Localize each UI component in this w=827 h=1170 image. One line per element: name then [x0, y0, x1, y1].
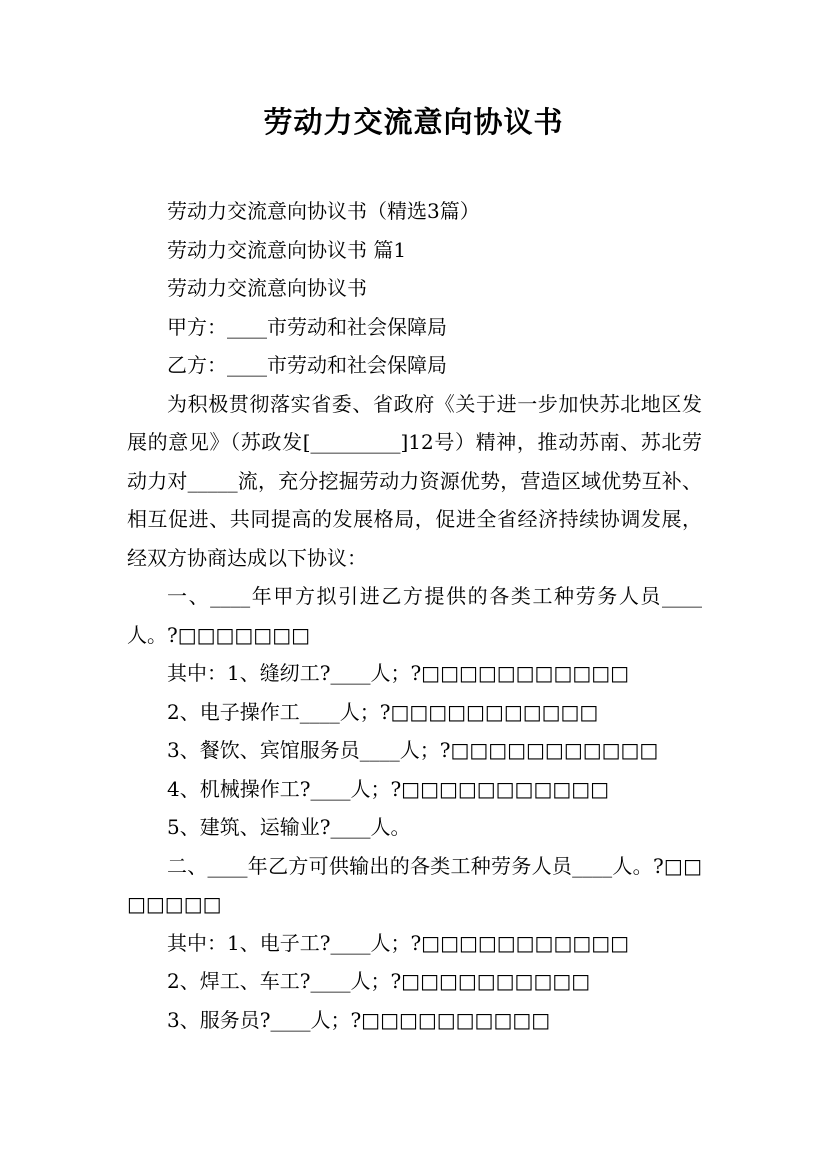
- party-b: 乙方：____市劳动和社会保障局: [167, 353, 447, 377]
- clause-two-item-3: 3、服务员?____人；?□□□□□□□□□□: [167, 1007, 551, 1032]
- clause-one-item-2: 2、电子操作工____人；?□□□□□□□□□□□: [167, 699, 599, 724]
- clause-two: 二、____年乙方可供输出的各类工种劳务人员____人。?□□□□□□□: [127, 853, 702, 916]
- clause-two-item-2: 2、焊工、车工?____人；?□□□□□□□□□□: [167, 969, 591, 993]
- clause-one: 一、____年甲方拟引进乙方提供的各类工种劳务人员____人。?□□□□□□□: [127, 584, 702, 647]
- clause-two-item-1: 其中：1、电子工?____人；?□□□□□□□□□□□: [167, 930, 630, 955]
- subtitle-paragraph: 劳动力交流意向协议书（精选3篇）: [167, 199, 480, 223]
- clause-one-item-4: 4、机械操作工?____人；?□□□□□□□□□□□: [167, 776, 610, 801]
- agreement-name: 劳动力交流意向协议书: [167, 276, 367, 300]
- preamble-paragraph: 为积极贯彻落实省委、省政府《关于进一步加快苏北地区发展的意见》（苏政发[_________]12号）精神，推动苏南、苏北劳动力对_____流，充分挖掘劳动力资源优势，营造区域优势互补、相互促进、共同提高的发展格局，促进全省经济持续协调发展，经双方协商达成以下协议：: [127, 391, 702, 570]
- party-a: 甲方：____市劳动和社会保障局: [167, 314, 447, 339]
- section-heading: 劳动力交流意向协议书 篇1: [167, 237, 407, 262]
- clause-one-item-1: 其中：1、缝纫工?____人；?□□□□□□□□□□□: [167, 661, 630, 685]
- document-body: [127, 192, 702, 1039]
- clause-one-item-3: 3、餐饮、宾馆服务员____人；?□□□□□□□□□□□: [167, 738, 659, 762]
- document-title: 劳动力交流意向协议书: [263, 105, 564, 139]
- clause-one-item-5: 5、建筑、运输业?____人。: [167, 815, 411, 839]
